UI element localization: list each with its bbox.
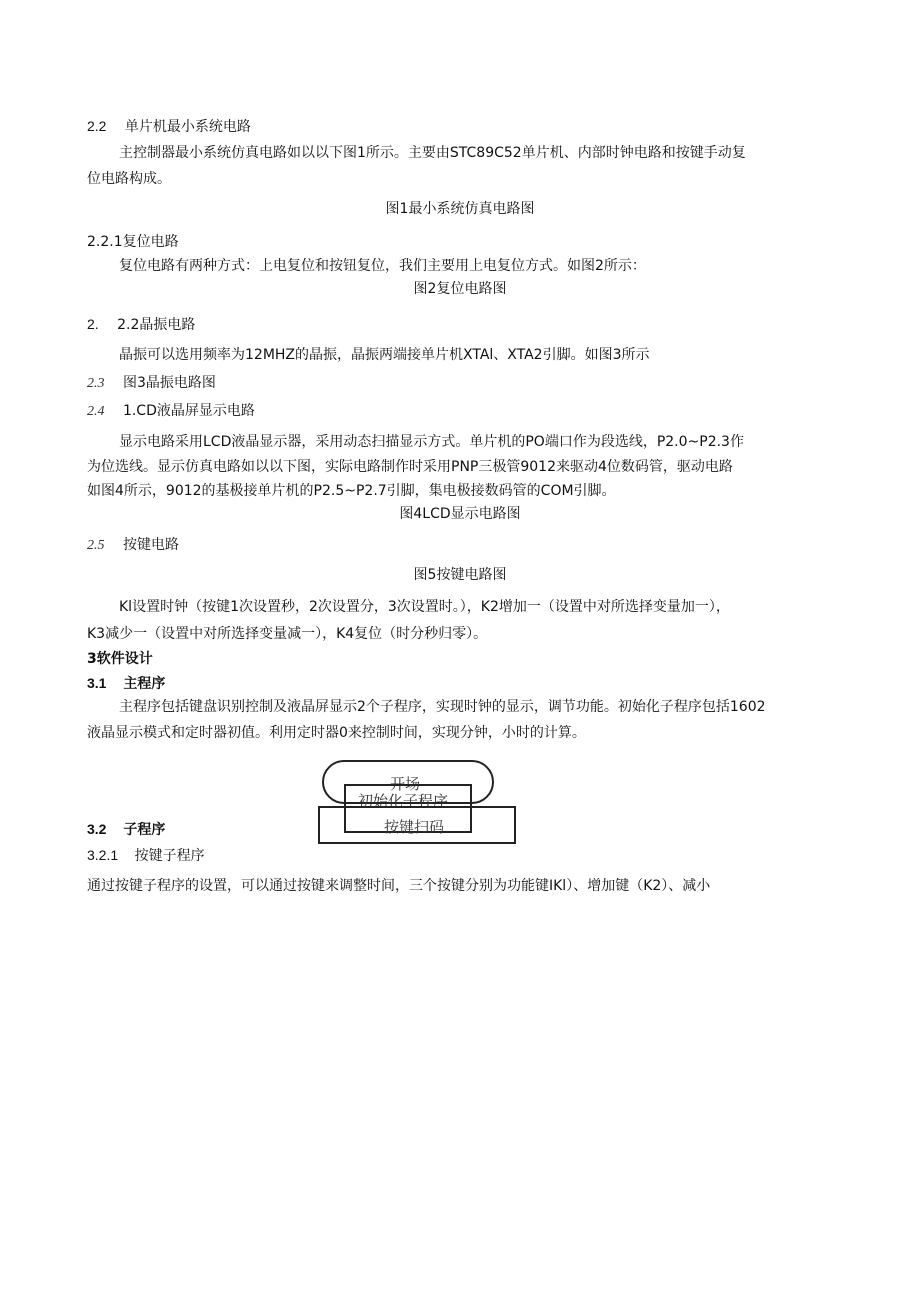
figure-caption: 图5按键电路图 <box>413 567 507 583</box>
section-heading-2-2-2 <box>87 315 195 334</box>
paragraph-line: 通过按键子程序的设置，可以通过按键来调整时间，三个按键分别为功能键IKl）、增加键（K2）、减小 <box>87 878 711 894</box>
section-number: 2.4 <box>87 404 105 419</box>
section-title: 单片机最小系统电路 <box>124 119 251 135</box>
paragraph-line: Kl设置时钟（按键1次设置秒，2次设置分，3次设置时。），K2增加一（设置中对所选择变量加一）， <box>119 599 730 615</box>
section-number: 3.2.1 <box>87 847 119 863</box>
section-heading-2-3 <box>87 374 216 393</box>
section-number: 2.5 <box>87 538 105 553</box>
section-title: 图3晶振电路图 <box>122 375 216 391</box>
figure-caption: 图4LCD显示电路图 <box>399 506 521 522</box>
section-title: 1.CD液晶屏显示电路 <box>122 403 255 419</box>
paragraph-line: 为位选线。显示仿真电路如以以下图，实际电路制作时采用PNP三极管9012来驱动4位数码管，驱动电路 <box>87 459 733 475</box>
paragraph-line: 位电路构成。 <box>87 171 171 187</box>
chapter-heading-3: 3软件设计 <box>87 651 153 667</box>
paragraph-line: 显示电路采用LCD液晶显示器，采用动态扫描显示方式。单片机的PO端口作为段选线，P2.0~P2.3作 <box>119 434 744 450</box>
paragraph-line: 如图4所示，9012的基极接单片机的P2.5~P2.7引脚，集电极接数码管的COM引脚。 <box>87 483 616 499</box>
paragraph-line: 晶振可以选用频率为12MHZ的晶振，晶振两端接单片机XTAl、XTA2引脚。如图3所示 <box>119 347 650 363</box>
section-number: 3.2 <box>87 821 107 837</box>
flowchart <box>318 760 518 846</box>
section-number: 2. <box>87 316 99 332</box>
figure-caption: 图1最小系统仿真电路图 <box>385 201 535 217</box>
section-title: 子程序 <box>123 822 166 838</box>
section-title: 主程序 <box>123 676 166 692</box>
section-title: 2.2晶振电路 <box>117 317 196 333</box>
paragraph-line: 液晶显示模式和定时器初值。利用定时器0来控制时间，实现分钟，小时的计算。 <box>87 725 586 741</box>
section-number: 2.2 <box>87 118 107 134</box>
section-heading-2-2-1: 2.2.1复位电路 <box>87 234 179 250</box>
section-heading-2-2 <box>87 117 251 136</box>
section-heading-3-2 <box>87 820 165 839</box>
section-heading-3-1 <box>87 674 165 693</box>
paragraph-line: K3减少一（设置中对所选择变量减一），K4复位（时分秒归零）。 <box>87 626 488 642</box>
paragraph-line: 复位电路有两种方式：上电复位和按钮复位，我们主要用上电复位方式。如图2所示： <box>119 258 646 274</box>
section-heading-3-2-1 <box>87 846 205 865</box>
paragraph-line: 主程序包括键盘识别控制及液晶屏显示2个子程序，实现时钟的显示，调节功能。初始化子程序包括1602 <box>119 699 766 715</box>
section-heading-2-5 <box>87 536 179 555</box>
flowchart-start-label: 开场 <box>390 775 421 793</box>
section-title: 按键子程序 <box>134 848 205 864</box>
figure-caption: 图2复位电路图 <box>413 281 507 297</box>
flowchart-init-label: 初始化子程序 <box>358 792 449 810</box>
section-title: 按键电路 <box>122 537 179 553</box>
section-number: 3.1 <box>87 675 107 691</box>
section-number: 2.3 <box>87 376 105 391</box>
flowchart-scan-label: 按键扫码 <box>384 818 445 836</box>
paragraph-line: 主控制器最小系统仿真电路如以以下图1所示。主要由STC89C52单片机、内部时钟电路和按键手动复 <box>119 145 746 161</box>
section-heading-2-4 <box>87 402 255 421</box>
